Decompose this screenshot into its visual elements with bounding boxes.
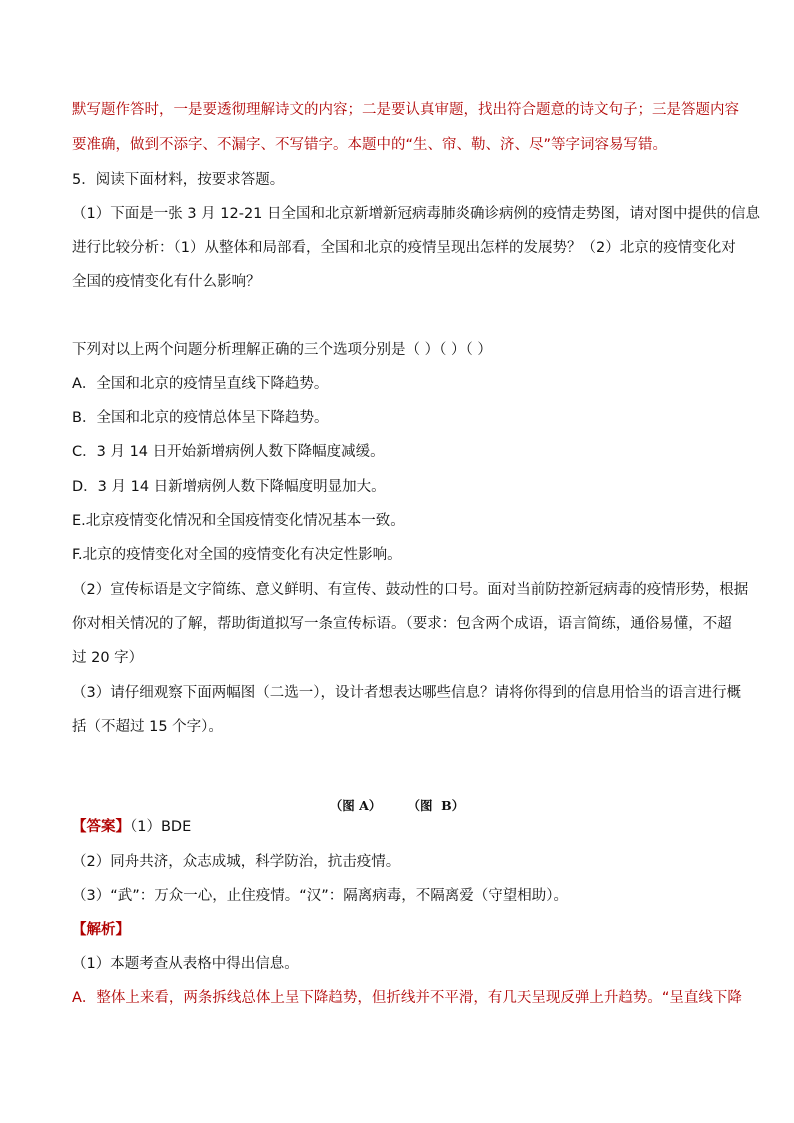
- answer-1: （1）BDE: [130, 819, 192, 835]
- part1-line-2: 进行比较分析：（1）从整体和局部看，全国和北京的疫情呈现出怎样的发展势？（2）北京的疫情变化对: [72, 240, 736, 256]
- choose-prompt: 下列对以上两个问题分析理解正确的三个选项分别是（ ）（ ）（ ）: [72, 342, 492, 358]
- analysis-label: 【解析】: [72, 922, 130, 938]
- option-b: B．全国和北京的疫情总体呈下降趋势。: [72, 410, 329, 426]
- option-d: D．3 月 14 日新增病例人数下降幅度明显加大。: [72, 479, 386, 495]
- figure-caption: （图 A） （图 B）: [329, 797, 465, 813]
- part3-line-1: （3）请仔细观察下面两幅图（二选一），设计者想表达哪些信息？请将你得到的信息用恰当的语言进行概: [72, 685, 741, 701]
- part2-line-3: 过 20 字）: [72, 650, 144, 666]
- analysis-p2: A．整体上来看，两条拆线总体上呈下降趋势，但折线并不平滑，有几天呈现反弹上升趋势。“呈直线下降: [72, 990, 742, 1006]
- part2-line-2: 你对相关情况的了解，帮助街道拟写一条宣传标语。（要求：包含两个成语，语言简练，通俗易懂，不超: [72, 616, 732, 632]
- option-e: E.北京疫情变化情况和全国疫情变化情况基本一致。: [72, 513, 405, 529]
- answer-3: （3）“武”：万众一心，止住疫情。“汉”：隔离病毒，不隔离爱（守望相助）。: [72, 888, 569, 904]
- option-c: C．3 月 14 日开始新增病例人数下降幅度减缓。: [72, 444, 385, 460]
- question-title: 5．阅读下面材料，按要求答题。: [72, 172, 285, 188]
- option-a: A．全国和北京的疫情呈直线下降趋势。: [72, 376, 329, 392]
- answer-2: （2）同舟共济，众志成城，科学防治，抗击疫情。: [72, 854, 401, 870]
- answer-line-1: [72, 817, 191, 837]
- part1-line-1: （1）下面是一张 3 月 12-21 日全国和北京新增新冠病毒肺炎确诊病例的疫情走势图，请对图中提供的信息: [72, 206, 761, 222]
- intro-line-1: 默写题作答时，一是要透彻理解诗文的内容；二是要认真审题，找出符合题意的诗文句子；三是答题内容: [72, 102, 739, 118]
- part1-line-3: 全国的疫情变化有什么影响？: [72, 274, 261, 290]
- intro-line-2: 要准确，做到不添字、不漏字、不写错字。本题中的“生、帘、勒、济、尽”等字词容易写错。: [72, 137, 668, 153]
- part3-line-2: 括（不超过 15 个字）。: [72, 719, 223, 735]
- answer-label: 【答案】: [72, 819, 130, 835]
- option-f: F.北京的疫情变化对全国的疫情变化有决定性影响。: [72, 547, 402, 563]
- analysis-p1: （1）本题考查从表格中得出信息。: [72, 956, 299, 972]
- part2-line-1: （2）宣传标语是文字简练、意义鲜明、有宣传、鼓动性的口号。面对当前防控新冠病毒的疫情形势，根据: [72, 582, 749, 598]
